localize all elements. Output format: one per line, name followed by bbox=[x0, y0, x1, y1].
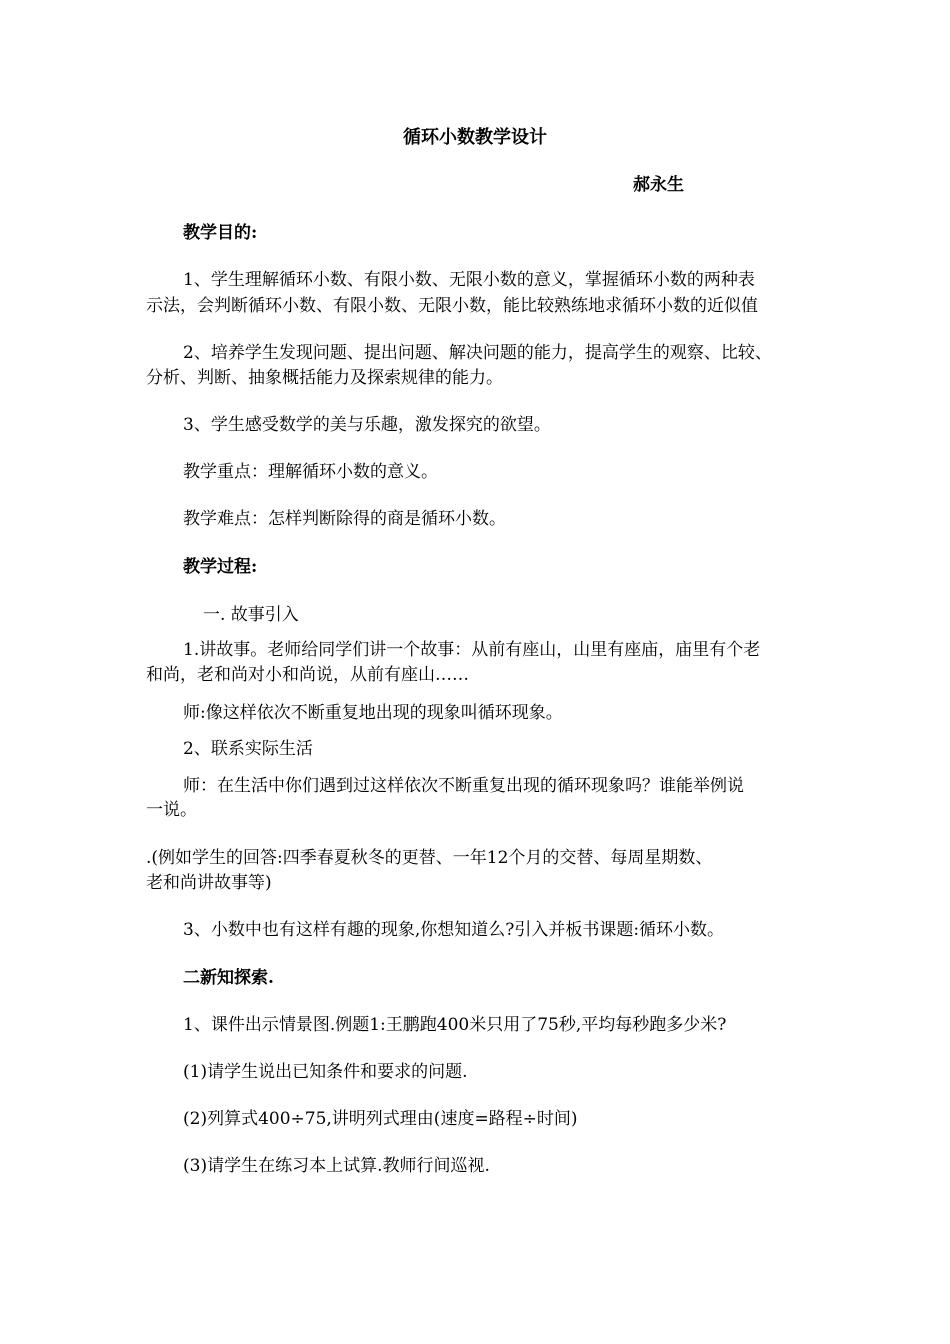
objectives-heading: 教学目的: bbox=[183, 223, 258, 243]
step-3: (3)请学生在练习本上试算.教师行间巡视. bbox=[183, 1156, 490, 1176]
real-life-heading: 2、联系实际生活 bbox=[183, 739, 313, 759]
example-problem-1: 1、课件出示情景图.例题1:王鹏跑400米只用了75秒,平均每秒跑多少米? bbox=[183, 1015, 727, 1035]
example-line-1: .(例如学生的回答:四季春夏秋冬的更替、一年12个月的交替、每周星期数、 bbox=[146, 848, 713, 868]
objective-2-line-1: 2、培养学生发现问题、提出问题、解决问题的能力，提高学生的观察、比较、 bbox=[183, 343, 772, 363]
key-point: 教学重点：理解循环小数的意义。 bbox=[183, 462, 438, 482]
objective-2-line-2: 分析、判断、抽象概括能力及探索规律的能力。 bbox=[146, 368, 503, 388]
objective-3: 3、学生感受数学的美与乐趣，激发探究的欲望。 bbox=[183, 415, 551, 435]
teacher-question-line-1: 师：在生活中你们遇到过这样依次不断重复出现的循环现象吗？谁能举例说 bbox=[183, 776, 744, 796]
step-2: (2)列算式400÷75,讲明列式理由(速度=路程÷时间) bbox=[183, 1109, 578, 1129]
section-1-heading: 一. 故事引入 bbox=[203, 605, 299, 625]
process-heading: 教学过程: bbox=[183, 557, 258, 577]
teacher-question-line-2: 一说。 bbox=[146, 800, 197, 820]
author-name: 郝永生 bbox=[633, 175, 684, 195]
section-2-heading: 二新知探索. bbox=[183, 968, 274, 988]
document-title: 循环小数教学设计 bbox=[403, 127, 547, 148]
story-line-2: 和尚，老和尚对小和尚说，从前有座山…… bbox=[146, 665, 469, 685]
difficult-point: 教学难点：怎样判断除得的商是循环小数。 bbox=[183, 509, 506, 529]
objective-1-line-1: 1、学生理解循环小数、有限小数、无限小数的意义，掌握循环小数的两种表 bbox=[183, 270, 755, 290]
objective-1-line-2: 示法，会判断循环小数、有限小数、无限小数，能比较熟练地求循环小数的近似值 bbox=[146, 296, 758, 316]
example-line-2: 老和尚讲故事等) bbox=[146, 873, 272, 893]
story-line-1: 1.讲故事。老师给同学们讲一个故事：从前有座山，山里有座庙，庙里有个老 bbox=[183, 640, 761, 660]
step-1: (1)请学生说出已知条件和要求的问题. bbox=[183, 1062, 468, 1082]
teacher-statement-1: 师:像这样依次不断重复地出现的现象叫循环现象。 bbox=[183, 703, 563, 723]
interesting-phenomenon: 3、小数中也有这样有趣的现象,你想知道么?引入并板书课题:循环小数。 bbox=[183, 920, 725, 940]
